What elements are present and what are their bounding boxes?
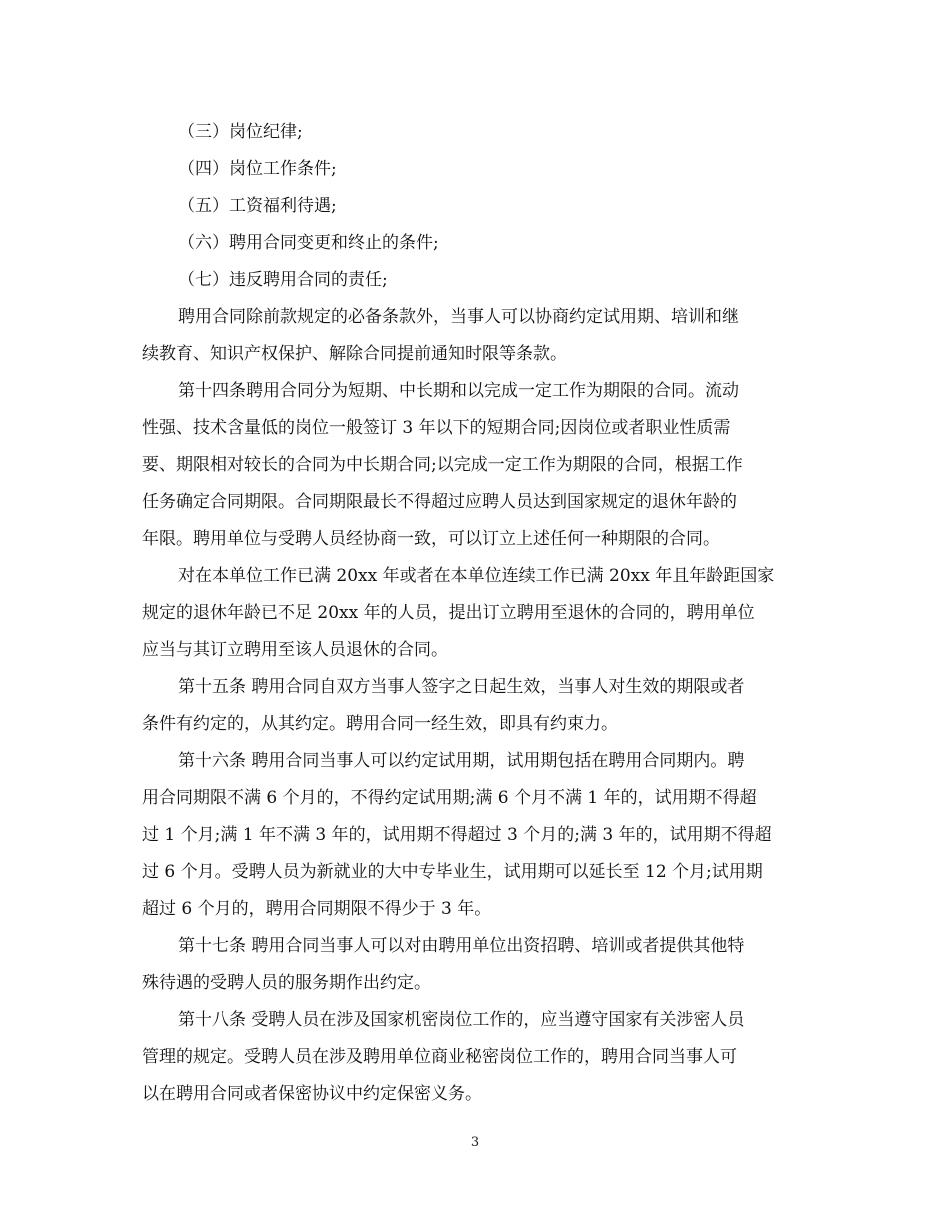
paragraph: 第十五条 聘用合同自双方当事人签字之日起生效，当事人对生效的期限或者 条件有约定的，从其约定。聘用合同一经生效，即具有约束力。 <box>142 677 745 734</box>
paragraph: 第十六条 聘用合同当事人可以约定试用期，试用期包括在聘用合同期内。聘 用合同期限不满 6 个月的，不得约定试用期;满 6 个月不满 1 年的，试用期不得超 过 1 个月;满 1 年不满 3 年的，试用期不得超过 3 个月的;满 3 年的，试用期不得超 过 6 个月。受聘人员为新就业的大中专毕业生，试用期可以延长至 12 个月;试用期 超过 6 个月的，聘用合同期限不得少于 3 年。 <box>142 751 772 919</box>
paragraph: 第十八条 受聘人员在涉及国家机密岗位工作的，应当遵守国家有关涉密人员 管理的规定。受聘人员在涉及聘用单位商业秘密岗位工作的，聘用合同当事人可 以在聘用合同或者保密协议中约定保密义务。 <box>142 1010 745 1104</box>
paragraph: 对在本单位工作已满 20xx 年或者在本单位连续工作已满 20xx 年且年龄距国家 规定的退休年龄已不足 20xx 年的人员，提出订立聘用至退休的合同的，聘用单位 应当与其订立聘用至该人员退休的合同。 <box>142 566 775 660</box>
list-item: （四）岗位工作条件; <box>178 159 337 179</box>
list-item: （三）岗位纪律; <box>178 122 303 142</box>
list-item: （五）工资福利待遇; <box>178 196 337 216</box>
document-body <box>142 114 812 1113</box>
paragraph: 第十四条聘用合同分为短期、中长期和以完成一定工作为期限的合同。流动 性强、技术含量低的岗位一般签订 3 年以下的短期合同;因岗位或者职业性质需 要、期限相对较长的合同为中长期合同;以完成一定工作为期限的合同，根据工作 任务确定合同期限。合同期限最长不得超过应聘人员达到国家规定的退休年龄的 年限。聘用单位与受聘人员经协商一致，可以订立上述任何一种期限的合同。 <box>142 381 743 549</box>
paragraph: 聘用合同除前款规定的必备条款外，当事人可以协商约定试用期、培训和继 续教育、知识产权保护、解除合同提前通知时限等条款。 <box>142 307 739 364</box>
list-item: （六）聘用合同变更和终止的条件; <box>178 233 439 253</box>
list-item: （七）违反聘用合同的责任; <box>178 270 388 290</box>
paragraph: 第十七条 聘用合同当事人可以对由聘用单位出资招聘、培训或者提供其他特 殊待遇的受聘人员的服务期作出约定。 <box>142 936 745 993</box>
page-number: 3 <box>470 1135 480 1150</box>
